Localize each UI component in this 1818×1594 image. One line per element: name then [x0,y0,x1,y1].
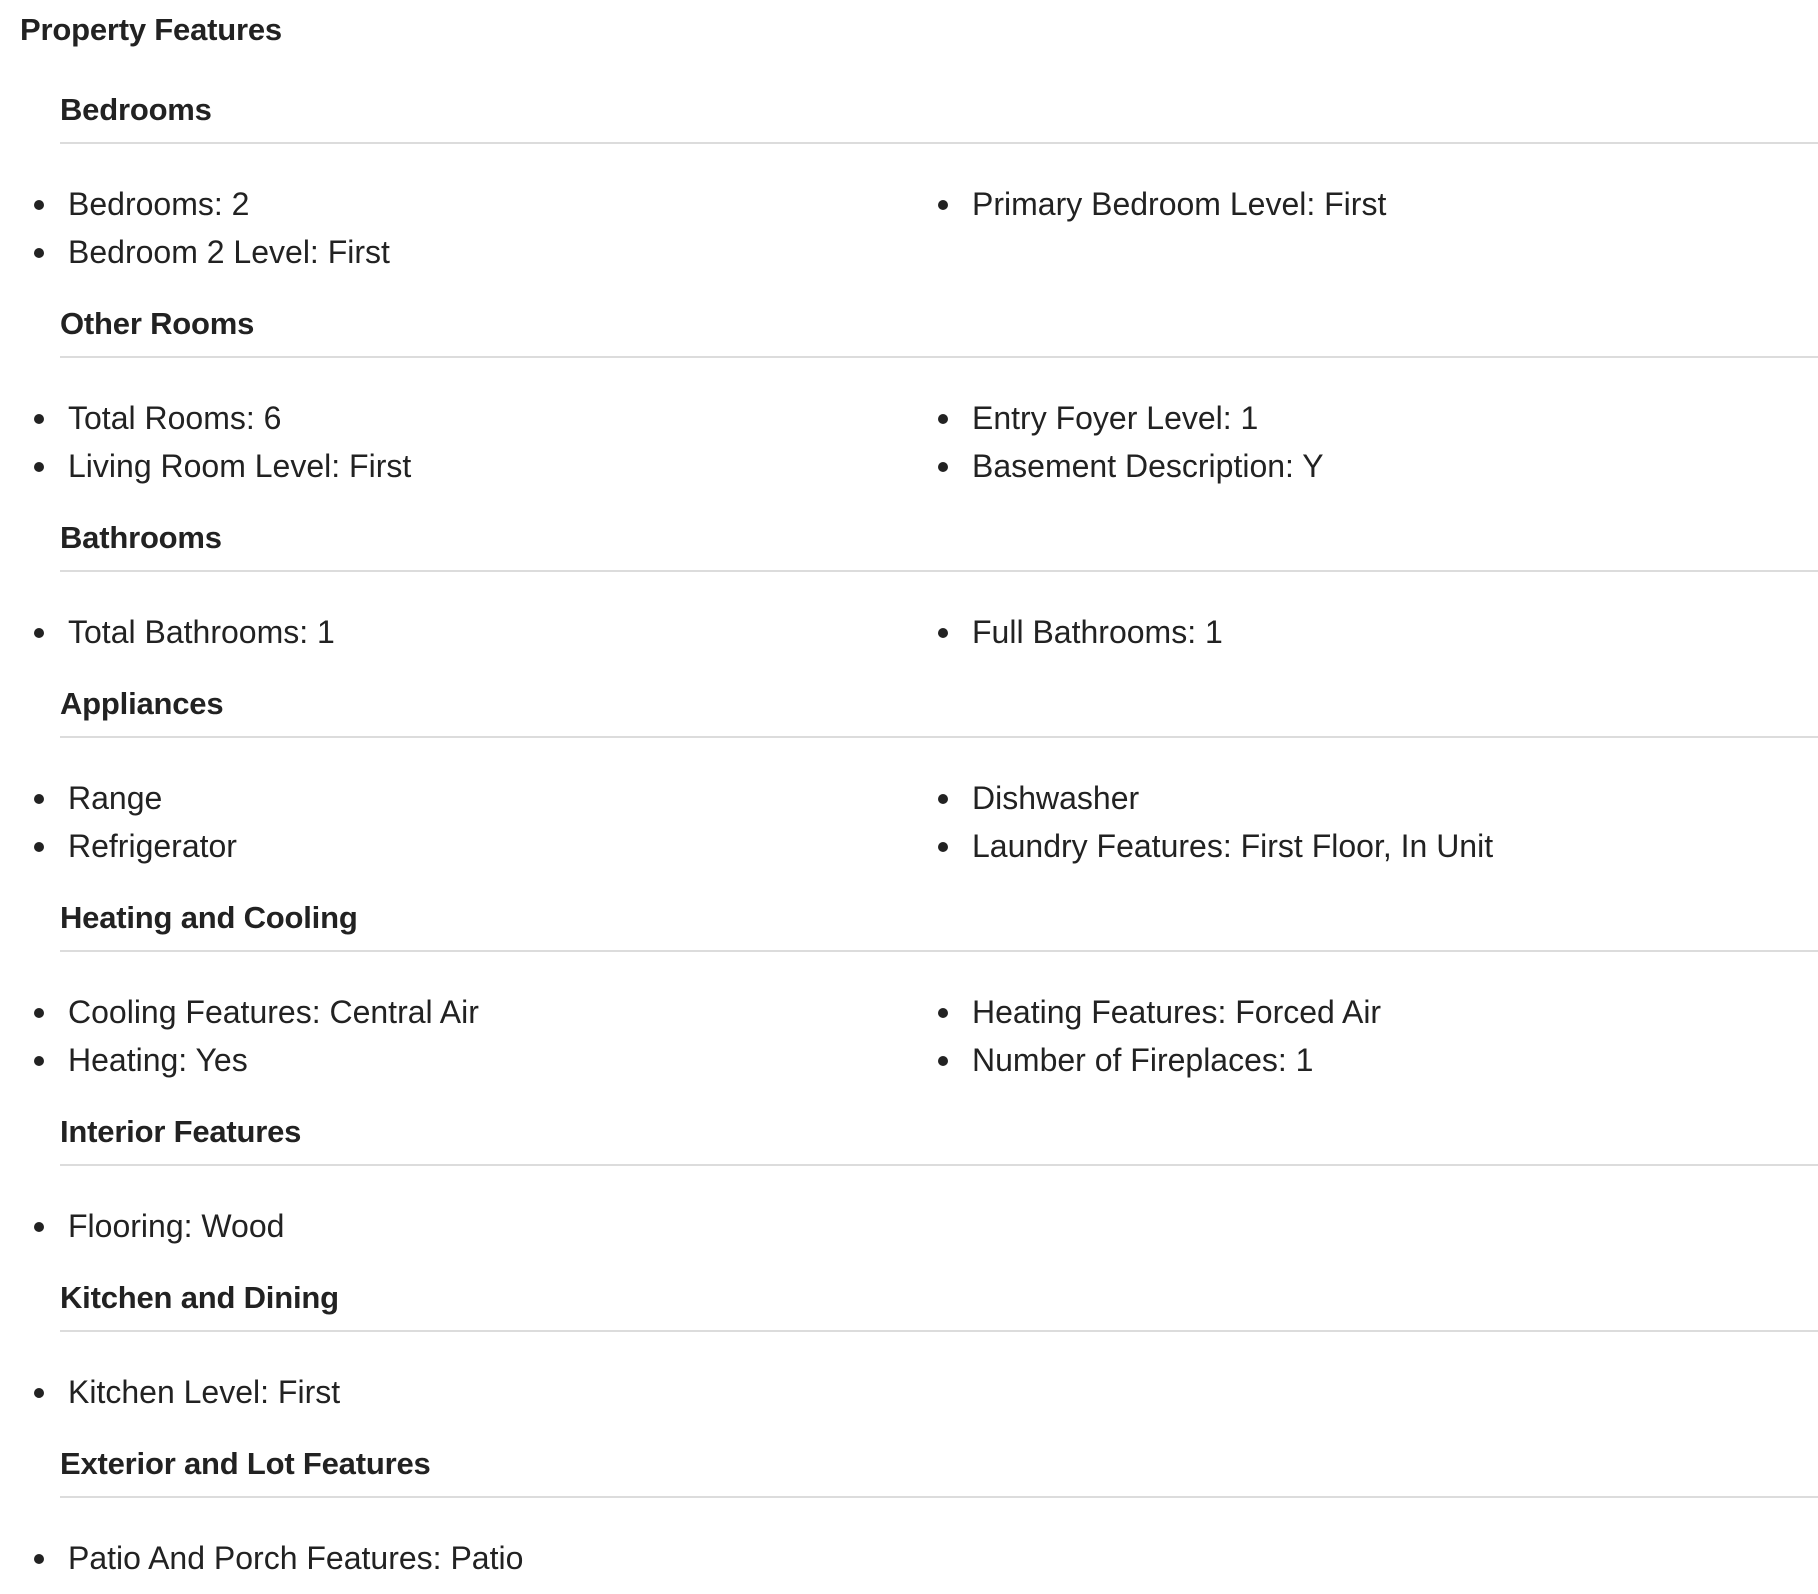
feature-list-right [904,774,1493,870]
list-item-text: Number of Fireplaces: 1 [972,1042,1314,1078]
list-item [0,1534,523,1582]
bullet-icon [34,1008,44,1018]
section-heading: Appliances [60,686,224,721]
list-item [0,394,411,442]
bullet-icon [34,628,44,638]
list-item [904,1036,1381,1084]
list-item [0,988,479,1036]
list-item [0,1036,479,1084]
section-divider [60,1496,1818,1498]
bullet-icon [938,794,948,804]
feature-list-left [0,608,335,656]
feature-list-left [0,1202,284,1250]
feature-list-right [904,988,1381,1084]
list-item [0,180,390,228]
bullet-icon [34,1222,44,1232]
list-item-text: Total Rooms: 6 [68,400,282,436]
section-divider [60,1164,1818,1166]
list-item [904,774,1493,822]
list-item [0,822,237,870]
bullet-icon [938,1008,948,1018]
list-item-text: Cooling Features: Central Air [68,994,479,1030]
feature-list-left [0,1368,340,1416]
bullet-icon [34,1388,44,1398]
list-item-text: Bedroom 2 Level: First [68,234,390,270]
bullet-icon [938,462,948,472]
list-item-text: Bedrooms: 2 [68,186,250,222]
list-item [904,608,1223,656]
feature-list-left [0,988,479,1084]
section-heading: Heating and Cooling [60,900,358,935]
section-divider [60,142,1818,144]
section-heading: Exterior and Lot Features [60,1446,431,1481]
list-item-text: Kitchen Level: First [68,1374,341,1410]
section-divider [60,950,1818,952]
list-item [904,822,1493,870]
list-item [0,228,390,276]
section-heading: Other Rooms [60,306,255,341]
list-item [0,608,335,656]
list-item-text: Refrigerator [68,828,237,864]
section-heading: Bedrooms [60,92,212,127]
section-heading: Kitchen and Dining [60,1280,339,1315]
list-item-text: Full Bathrooms: 1 [972,614,1223,650]
bullet-icon [34,794,44,804]
list-item-text: Range [68,780,163,816]
bullet-icon [34,842,44,852]
section-divider [60,356,1818,358]
section-heading: Bathrooms [60,520,222,555]
list-item [0,774,237,822]
list-item-text: Living Room Level: First [68,448,412,484]
bullet-icon [938,628,948,638]
feature-list-left [0,774,237,870]
list-item-text: Primary Bedroom Level: First [972,186,1387,222]
feature-list-right [904,394,1324,490]
section-divider [60,1330,1818,1332]
bullet-icon [34,200,44,210]
page-title: Property Features [20,12,282,47]
list-item-text: Laundry Features: First Floor, In Unit [972,828,1494,864]
bullet-icon [938,842,948,852]
list-item-text: Dishwasher [972,780,1140,816]
list-item-text: Basement Description: Y [972,448,1324,484]
list-item [0,442,411,490]
list-item-text: Heating Features: Forced Air [972,994,1382,1030]
section-divider [60,570,1818,572]
list-item-text: Total Bathrooms: 1 [68,614,335,650]
list-item-text: Patio And Porch Features: Patio [68,1540,524,1576]
bullet-icon [938,414,948,424]
feature-list-left [0,1534,523,1582]
feature-list-right [904,180,1386,228]
bullet-icon [34,414,44,424]
bullet-icon [938,1056,948,1066]
list-item [0,1368,340,1416]
feature-list-left [0,180,390,276]
list-item [904,442,1324,490]
list-item [904,180,1386,228]
feature-list-left [0,394,411,490]
section-heading: Interior Features [60,1114,302,1149]
bullet-icon [34,1554,44,1564]
bullet-icon [34,462,44,472]
list-item-text: Entry Foyer Level: 1 [972,400,1259,436]
bullet-icon [34,1056,44,1066]
list-item-text: Heating: Yes [68,1042,248,1078]
list-item [904,988,1381,1036]
list-item [904,394,1324,442]
list-item [0,1202,284,1250]
bullet-icon [34,248,44,258]
list-item-text: Flooring: Wood [68,1208,285,1244]
section-divider [60,736,1818,738]
bullet-icon [938,200,948,210]
feature-list-right [904,608,1223,656]
